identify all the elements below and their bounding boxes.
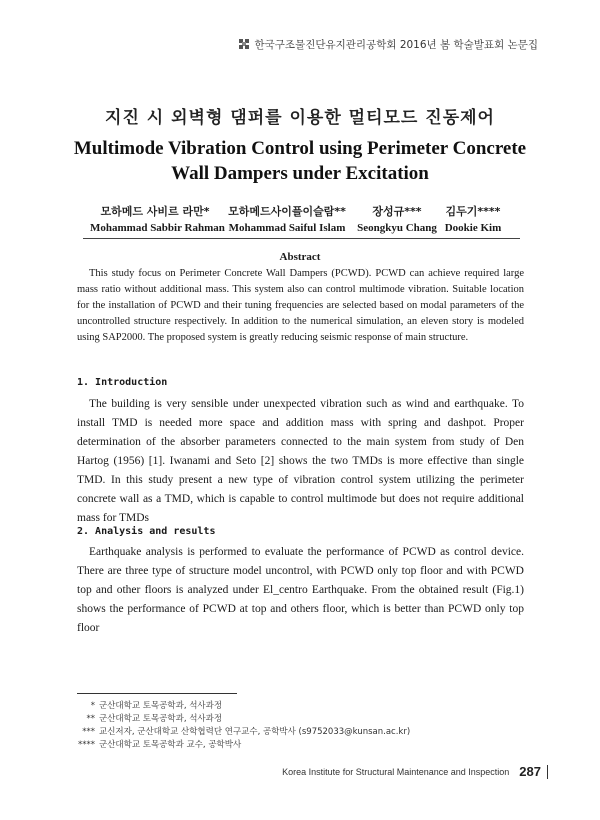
author-name-english: Dookie Kim bbox=[444, 222, 502, 234]
author-name-english: Mohammad Sabbir Rahman bbox=[90, 222, 225, 234]
author-1 bbox=[90, 203, 225, 234]
page-number: 287 bbox=[519, 764, 541, 779]
footnote-item: **** 군산대학교 토목공학과 교수, 공학박사 bbox=[78, 740, 242, 750]
footnotes bbox=[77, 700, 410, 752]
author-name-korean: 장성규*** bbox=[372, 205, 422, 218]
author-2 bbox=[222, 203, 352, 234]
page-footer bbox=[282, 764, 548, 779]
abstract-heading: Abstract bbox=[279, 251, 321, 263]
author-4 bbox=[438, 203, 508, 234]
section-heading-analysis: 2. Analysis and results bbox=[77, 526, 216, 537]
footnote-item: ** 군산대학교 토목공학과, 석사과정 bbox=[86, 714, 223, 724]
title-english: Multimode Vibration Control using Perimeter Concrete Wall Dampers under Excitation bbox=[73, 138, 527, 184]
author-3 bbox=[352, 203, 442, 234]
title-korean: 지진 시 외벽형 댐퍼를 이용한 멀티모드 진동제어 bbox=[105, 108, 495, 128]
header-divider bbox=[83, 238, 520, 239]
footer-organization: Korea Institute for Structural Maintenance and Inspection bbox=[282, 766, 510, 777]
author-name-english: Mohammad Saiful Islam bbox=[228, 222, 346, 234]
section-heading-introduction: 1. Introduction bbox=[77, 377, 168, 388]
abstract-body: This study focus on Perimeter Concrete Wall Dampers (PCWD). PCWD can achieve required large mass ratio without additional mass. This system also can control multimode vibration. Suitable location for the installation of PCWD and their tuning frequencies are selected based on modal parameters of the uncontrolled structure respectively. In addition to the numerical simulation, an eleven story is modeled using SAP2000. The proposed system is greatly reducing seismic response of main structure. bbox=[77, 268, 524, 343]
footer-divider bbox=[547, 765, 548, 779]
author-name-korean: 김두기**** bbox=[445, 205, 501, 218]
author-name-english: Seongkyu Chang bbox=[357, 222, 437, 234]
footnote-divider bbox=[77, 693, 237, 694]
society-logo-icon bbox=[239, 39, 250, 50]
author-name-korean: 모하메드사이플이슬람** bbox=[228, 205, 346, 218]
running-header bbox=[239, 37, 538, 52]
section-body-introduction: The building is very sensible under unexpected vibration such as wind and earthquake. To install TMD is needed more space and addition mass with spring and dashpot. Proper determination of the absorber parameters connected to the main system from study of Den Hartog (1956) [1]. Iwanami and Seto [2] shows the two TMDs is more effective than single TMD. In this study present a new type of vibration control system utilizing the perimeter concrete wall as a TMD, which is capable to control multimode but does not require additional mass for TMDs bbox=[77, 398, 524, 524]
footnote-item: * 군산대학교 토목공학과, 석사과정 bbox=[90, 701, 223, 711]
section-body-analysis: Earthquake analysis is performed to evaluate the performance of PCWD as control device. There are three type of structure model uncontrol, with PCWD only top floor and with PCWD top and other floors is analyzed under El_centro Earthquake. From the obtained result (Fig.1) shows the performance of PCWD at top and others floor, which is better than PCWD only top floor bbox=[77, 546, 524, 634]
author-name-korean: 모하메드 사비르 라만* bbox=[100, 205, 210, 218]
footnote-item: *** 교신저자, 군산대학교 산학협력단 연구교수, 공학박사 (s9752033@kunsan.ac.kr) bbox=[82, 727, 411, 737]
conference-name: 한국구조물진단유지관리공학회 2016년 봄 학술발표회 논문집 bbox=[254, 39, 538, 51]
